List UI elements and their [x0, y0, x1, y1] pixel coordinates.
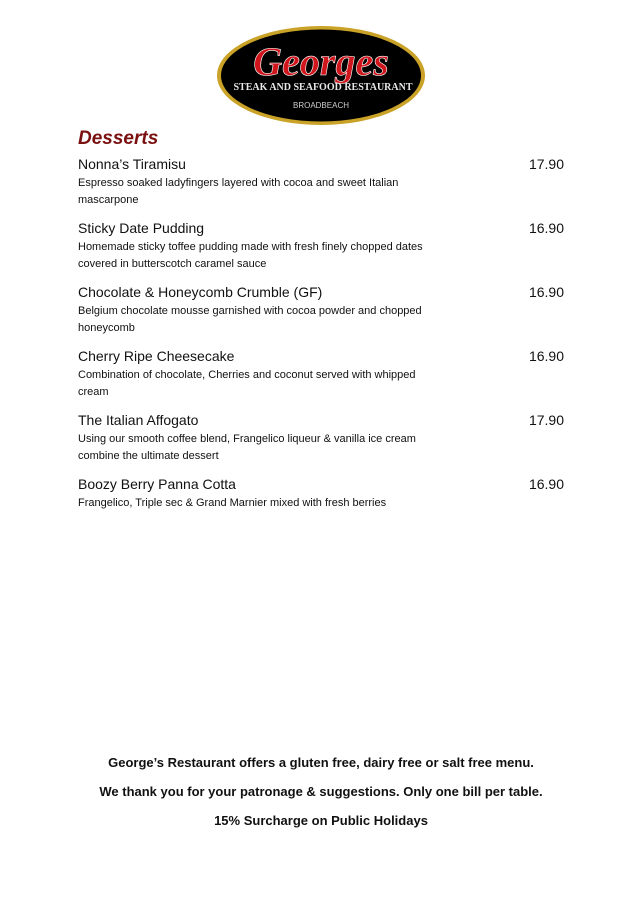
menu-item: [78, 219, 568, 283]
menu-item: [78, 347, 568, 411]
item-description-line: covered in butterscotch caramel sauce: [78, 258, 267, 270]
item-price: 16.90: [528, 348, 564, 364]
item-price: 16.90: [528, 476, 564, 492]
logo-location: BROADBEACH: [292, 101, 350, 110]
item-description-line: combine the ultimate dessert: [78, 450, 219, 462]
section-title: Desserts: [78, 128, 159, 149]
item-name: Cherry Ripe Cheesecake: [78, 348, 235, 364]
item-price: 16.90: [528, 220, 564, 236]
menu-item: [78, 283, 568, 347]
item-description-line: cream: [78, 386, 109, 398]
menu-item: [78, 475, 568, 539]
dessert-menu: [78, 155, 568, 539]
item-name: Sticky Date Pudding: [78, 220, 205, 236]
item-description: [78, 303, 478, 337]
item-description-line: Combination of chocolate, Cherries and coconut served with whipped: [78, 369, 416, 381]
item-description: [78, 367, 478, 401]
item-description-line: Frangelico, Triple sec & Grand Marnier mixed with fresh berries: [78, 497, 387, 509]
footer-thanks-note: We thank you for your patronage & suggestions. Only one bill per table.: [99, 784, 543, 799]
item-description: [78, 431, 478, 465]
menu-item: [78, 411, 568, 475]
logo-graphic: [216, 25, 426, 126]
item-description-line: Homemade sticky toffee pudding made with fresh finely chopped dates: [78, 241, 423, 253]
footer-dietary-note: George’s Restaurant offers a gluten free, dairy free or salt free menu.: [108, 755, 534, 770]
item-price: 16.90: [528, 284, 564, 300]
item-description: [78, 495, 478, 512]
item-price: 17.90: [528, 412, 564, 428]
item-description-line: Belgium chocolate mousse garnished with cocoa powder and chopped: [78, 305, 422, 317]
logo-name: Georges: [253, 39, 389, 84]
item-description: [78, 175, 478, 209]
item-description: [78, 239, 478, 273]
item-name: Chocolate & Honeycomb Crumble (GF): [78, 284, 323, 300]
item-description-line: honeycomb: [78, 322, 135, 334]
item-name: Nonna’s Tiramisu: [78, 156, 186, 172]
menu-item: [78, 155, 568, 219]
item-name: The Italian Affogato: [78, 412, 199, 428]
item-description-line: Espresso soaked ladyfingers layered with cocoa and sweet Italian: [78, 177, 399, 189]
restaurant-logo: [216, 25, 426, 126]
item-description-line: mascarpone: [78, 194, 139, 206]
item-name: Boozy Berry Panna Cotta: [78, 476, 236, 492]
item-description-line: Using our smooth coffee blend, Frangelico liqueur & vanilla ice cream: [78, 433, 416, 445]
item-price: 17.90: [528, 156, 564, 172]
footer-surcharge-note: 15% Surcharge on Public Holidays: [214, 813, 428, 828]
logo-subtitle: STEAK AND SEAFOOD RESTAURANT: [233, 82, 413, 93]
